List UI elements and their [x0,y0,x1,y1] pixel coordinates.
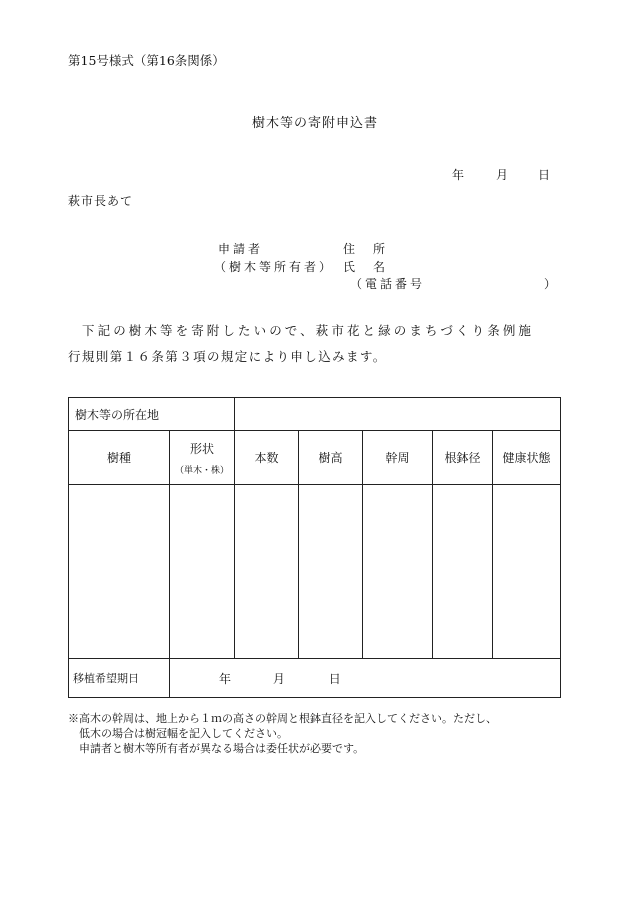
transplant-day: 日 [328,671,341,686]
transplant-date-field[interactable] [170,659,561,698]
shape-header-note: （単木・株） [175,465,230,476]
species-cell[interactable] [69,485,170,659]
count-header: 本数 [235,431,299,485]
note-line-1: ※高木の幹周は、地上から１ｍの高さの幹周と根鉢直径を記入してください。ただし、 [68,712,497,725]
shape-header-label: 形状 [190,441,215,456]
note-line-2: 低木の場合は樹冠幅を記入してください。 [68,727,288,740]
entry-row [69,485,561,659]
tree-details-table [68,397,561,698]
phone-label: （電話番号 [350,277,426,291]
addressee: 萩市長あて [68,194,134,208]
location-label: 樹木等の所在地 [69,398,235,431]
owner-label: （樹木等所有者） [214,260,335,274]
transplant-row [69,659,561,698]
date-year-label: 年 [452,168,465,182]
location-row [69,398,561,431]
girth-cell[interactable] [363,485,433,659]
root-ball-header: 根鉢径 [433,431,493,485]
species-header: 樹種 [69,431,170,485]
date-day-label: 日 [538,168,551,182]
location-field[interactable] [235,398,561,431]
document-title: 樹木等の寄附申込書 [251,116,378,131]
header-row [69,431,561,485]
applicant-label: 申請者 [218,242,264,256]
transplant-date-label: 移植希望期日 [69,659,170,698]
phone-close-paren: ） [544,277,557,291]
form-number: 第15号様式（第16条関係） [68,53,225,68]
girth-header: 幹周 [363,431,433,485]
root-ball-cell[interactable] [433,485,493,659]
body-text-line-2: 行規則第１６条第３項の規定により申し込みます。 [68,349,387,364]
address-label: 住 所 [343,242,389,256]
notes [68,711,497,756]
health-header: 健康状態 [493,431,561,485]
note-line-3: 申請者と樹木等所有者が異なる場合は委任状が必要です。 [68,742,365,755]
shape-header [170,431,235,485]
shape-cell[interactable] [170,485,235,659]
height-cell[interactable] [299,485,363,659]
name-label: 氏 名 [343,260,389,274]
height-header: 樹高 [299,431,363,485]
date-month-label: 月 [496,168,509,182]
transplant-month: 月 [272,671,285,686]
health-cell[interactable] [493,485,561,659]
body-text-line-1: 下記の樹木等を寄附したいので、萩市花と緑のまちづくり条例施 [82,323,535,338]
count-cell[interactable] [235,485,299,659]
transplant-year: 年 [219,671,232,686]
